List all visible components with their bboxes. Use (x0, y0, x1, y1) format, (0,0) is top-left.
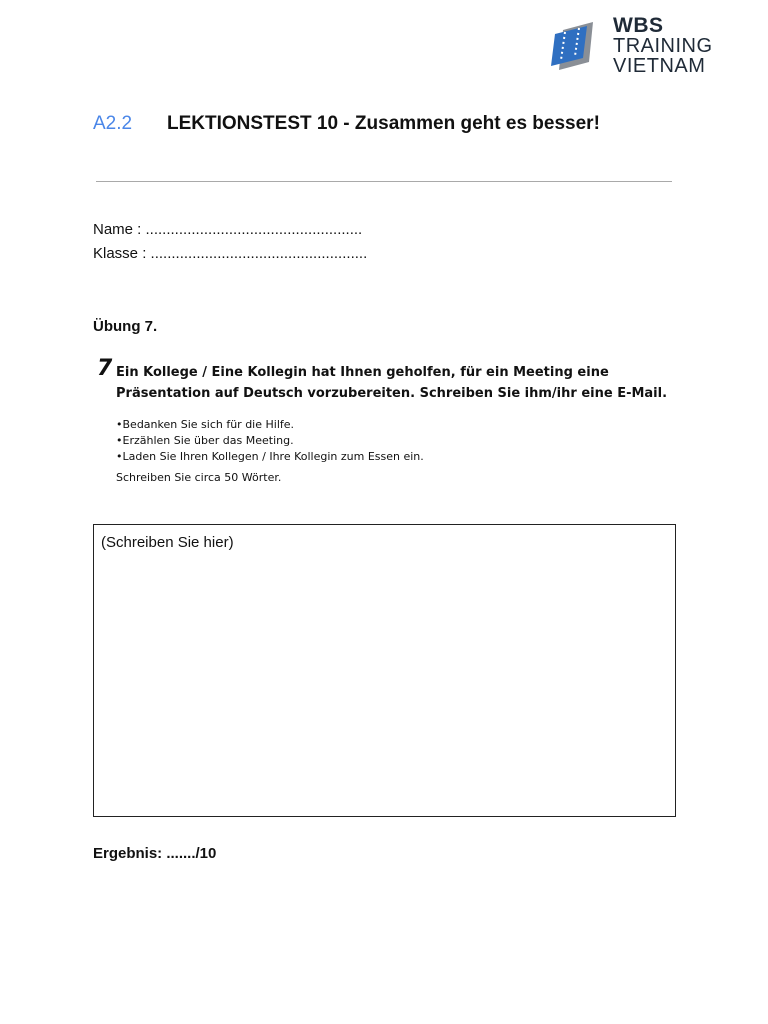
task-word-count-note: Schreiben Sie circa 50 Wörter. (116, 471, 282, 484)
task-bullet-list (116, 417, 424, 465)
task-number: 7 (97, 356, 113, 381)
logo-line-wbs: WBS (613, 14, 664, 37)
exercise-label: Übung 7. (93, 318, 158, 335)
wbs-logo (545, 12, 725, 84)
task-prompt: Ein Kollege / Eine Kollegin hat Ihnen geholfen, für ein Meeting eine Präsentation auf Deutsch vorzubereiten. Schreiben Sie ihm/ihr eine E-Mail. (116, 365, 668, 401)
result-score: Ergebnis: ......./10 (93, 845, 217, 862)
divider (96, 181, 672, 182)
task-bullet: • Erzählen Sie über das Meeting. (116, 433, 424, 449)
test-header (93, 113, 600, 135)
logo-line-training: TRAINING (613, 35, 713, 57)
wbs-logo-icon (549, 18, 601, 74)
name-field: Name : .................................................... (93, 221, 363, 238)
task-bullet: • Bedanken Sie sich für die Hilfe. (116, 417, 424, 433)
answer-placeholder: (Schreiben Sie hier) (101, 534, 234, 551)
test-title: LEKTIONSTEST 10 - Zusammen geht es besser! (167, 113, 600, 134)
task-bullet: • Laden Sie Ihren Kollegen / Ihre Kollegin zum Essen ein. (116, 449, 424, 465)
logo-line-vietnam: VIETNAM (613, 55, 706, 77)
level-code: A2.2 (93, 113, 133, 134)
class-field: Klasse : .................................................... (93, 245, 368, 262)
answer-box[interactable] (93, 524, 676, 817)
logo-wordmark (613, 16, 713, 76)
